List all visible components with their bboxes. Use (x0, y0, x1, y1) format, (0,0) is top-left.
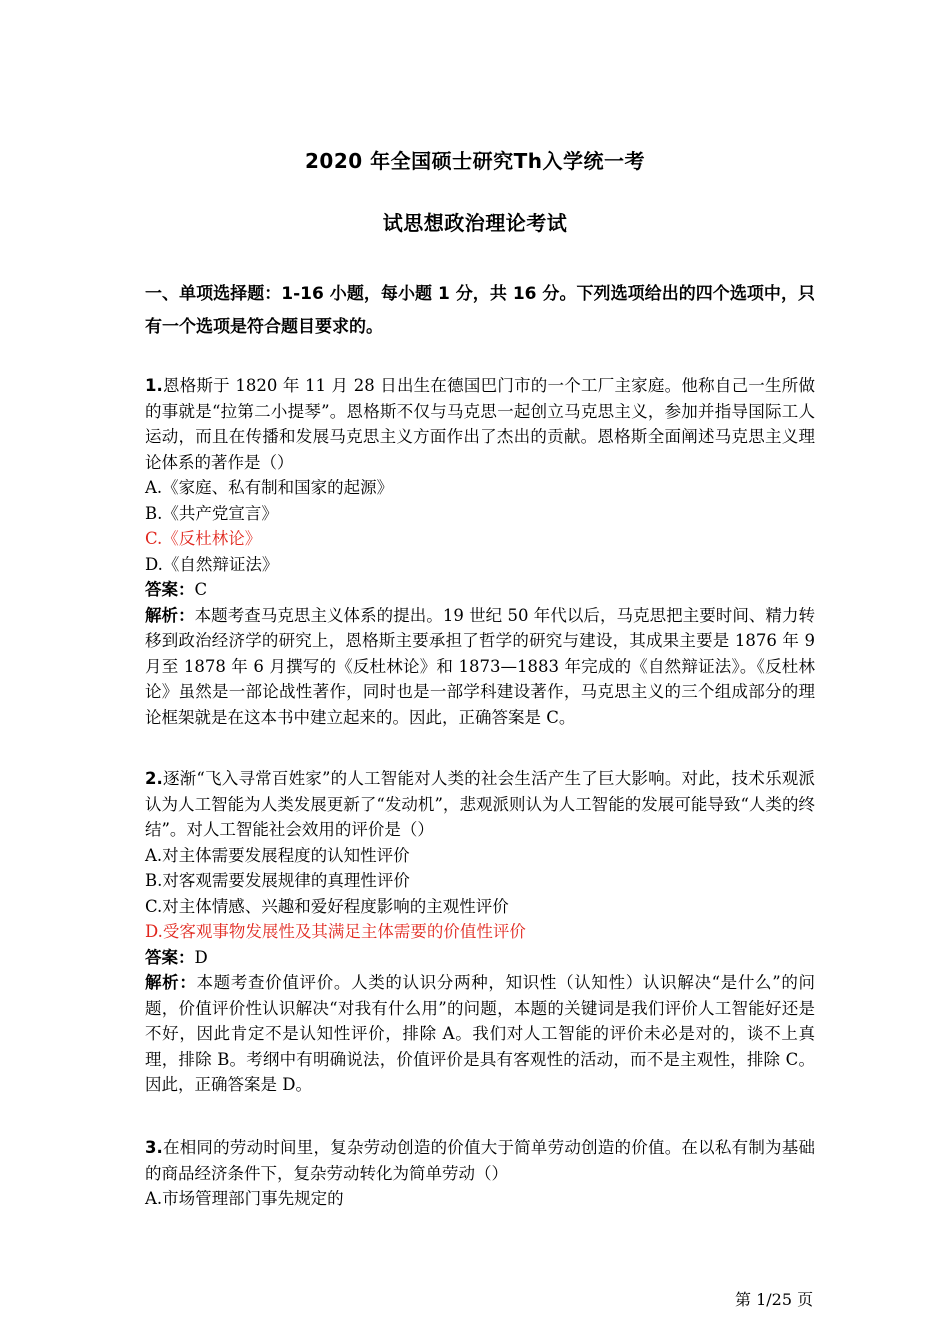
question-2 (145, 766, 815, 1098)
document-title-line2: 试思想政治理论考试 (382, 211, 568, 235)
option-d: D.《自然辩证法》 (145, 554, 279, 574)
question-stem-text: 在相同的劳动时间里，复杂劳动创造的价值大于简单劳动创造的价值。在以私有制为基础的商品经济条件下，复杂劳动转化为简单劳动（） (145, 1138, 815, 1183)
question-number: 1. (145, 376, 163, 395)
question-stem-text: 恩格斯于 1820 年 11 月 28 日出生在德国巴门市的一个工厂主家庭。他称自己一生所做的事就是“拉第二小提琴”。恩格斯不仅与马克思一起创立马克思主义，参加并指导国际工人运动，而且在传播和发展马克思主义方面作出了杰出的贡献。恩格斯全面阐述马克思主义理论体系的著作是（） (145, 376, 815, 472)
option-b: B.对客观需要发展规律的真理性评价 (145, 871, 410, 890)
analysis-paragraph (145, 603, 815, 731)
page-number: 第 1/25 页 (735, 1290, 814, 1309)
question-1 (145, 373, 815, 730)
question-3 (145, 1135, 815, 1212)
section-heading: 一、单项选择题：1-16 小题，每小题 1 分，共 16 分。下列选项给出的四个选项中，只有一个选项是符合题目要求的。 (145, 284, 815, 337)
option-b: B.《共产党宣言》 (145, 503, 278, 523)
question-3-stem (145, 1135, 815, 1186)
answer-label: 答案： (145, 947, 195, 967)
option-a: A.对主体需要发展程度的认知性评价 (145, 845, 410, 865)
analysis-text: 本题考查马克思主义体系的提出。19 世纪 50 年代以后，马克思把主要时间、精力转移到政治经济学的研究上，恩格斯主要承担了哲学的研究与建设，其成果主要是 1876 年 9 月至 1878 年 6 月撰写的《反杜林论》和 1873—1883 年完成的《自然辩证法》。《反杜林论》虽然是一部论战性著作，同时也是一部学科建设著作，马克思主义的三个组成部分的理论框架就是在这本书中建立起来的。因此，正确答案是 C。 (145, 605, 815, 727)
question-1-stem (145, 373, 815, 475)
question-2-stem (145, 766, 815, 843)
question-number: 2. (145, 769, 163, 788)
analysis-label: 解析： (145, 973, 197, 992)
answer-value: C (194, 580, 208, 599)
option-c-correct: C.《反杜林论》 (145, 529, 262, 548)
question-stem-text: 逐渐“飞入寻常百姓家”的人工智能对人类的社会生活产生了巨大影响。对此，技术乐观派认为人工智能为人类发展更新了“发动机”，悲观派则认为人工智能的发展可能导致“人类的终结”。对人工智能社会效用的评价是（） (145, 769, 815, 839)
question-number: 3. (145, 1138, 163, 1157)
option-a: A.《家庭、私有制和国家的起源》 (145, 478, 394, 497)
option-a: A.市场管理部门事先规定的 (145, 1189, 344, 1208)
option-d-correct: D.受客观事物发展性及其满足主体需要的价值性评价 (145, 922, 526, 941)
answer-value: D (194, 947, 208, 967)
answer-label: 答案： (145, 580, 195, 599)
answer-line (145, 577, 815, 603)
option-c: C.对主体情感、兴趣和爱好程度影响的主观性评价 (145, 896, 509, 916)
answer-line (145, 945, 815, 971)
analysis-paragraph (145, 970, 815, 1098)
analysis-text: 本题考查价值评价。人类的认识分两种，知识性（认知性）认识解决“是什么”的问题，价值评价性认识解决“对我有什么用”的问题，本题的关键词是我们评价人工智能好还是不好，因此肯定不是认知性评价，排除 A。我们对人工智能的评价未必是对的，谈不上真理，排除 B。考纲中有明确说法，价值评价是具有客观性的活动，而不是主观性，排除 C。因此，正确答案是 D。 (145, 973, 816, 1094)
document-title-line1: 2020 年全国硕士研究Th入学统一考 (304, 149, 645, 173)
analysis-label: 解析： (145, 605, 195, 625)
